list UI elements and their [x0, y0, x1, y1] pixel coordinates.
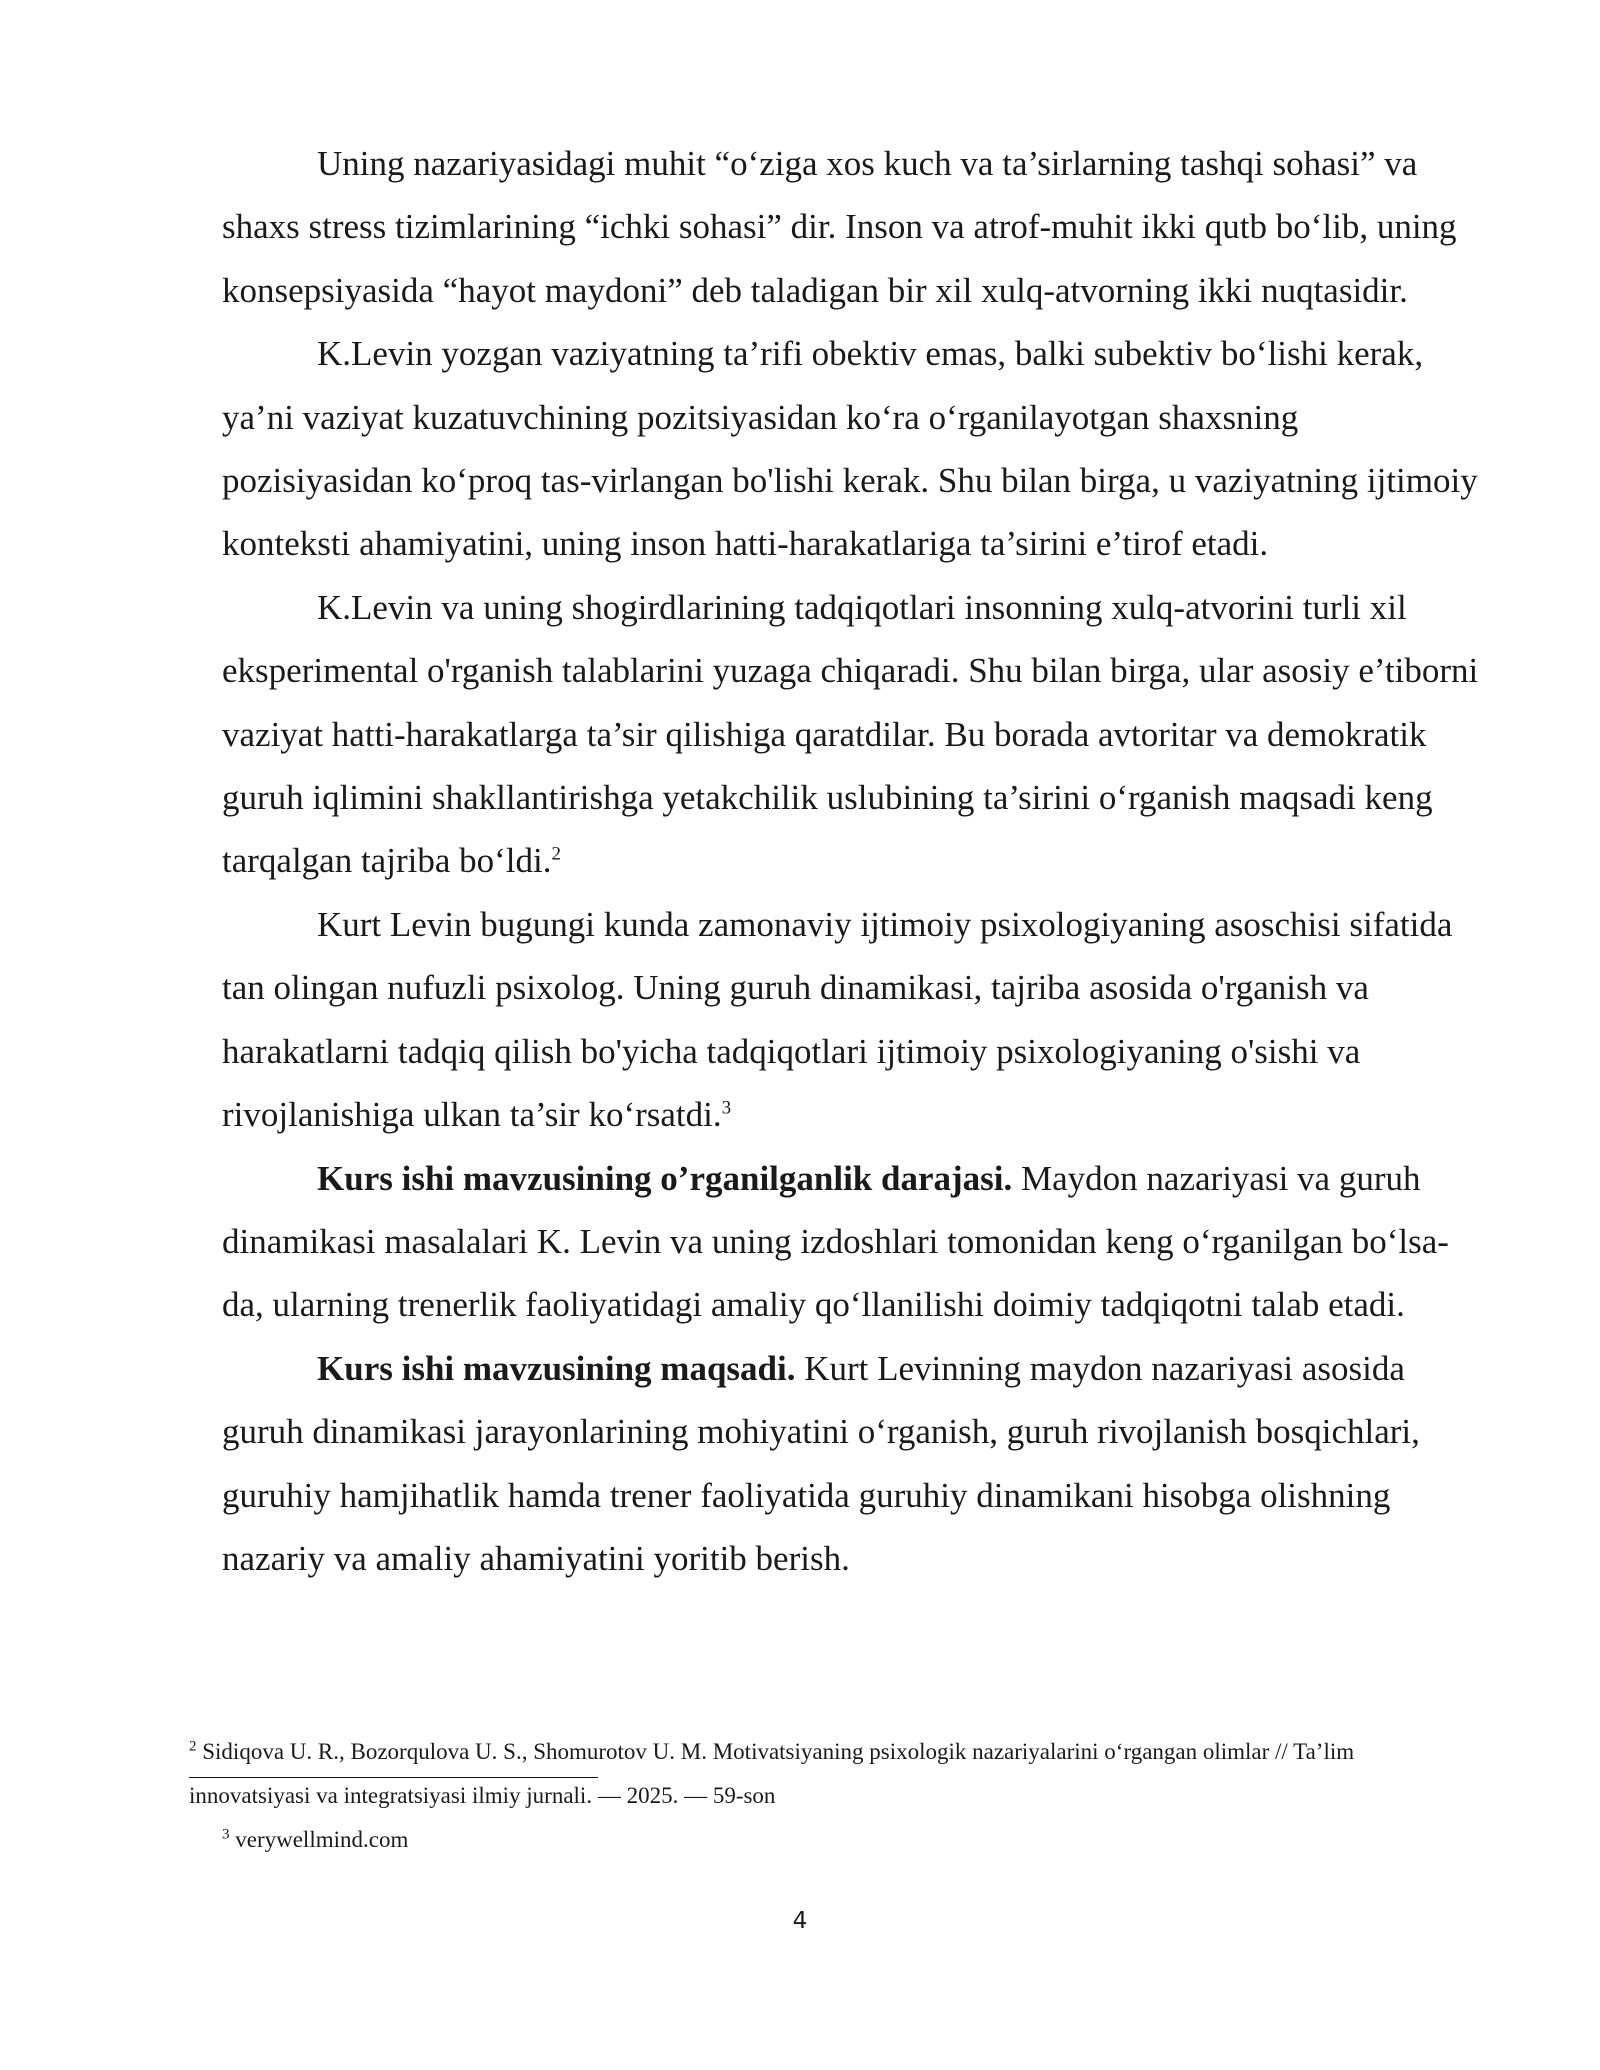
section-heading: Kurs ishi mavzusining o’rganilganlik darajasi.	[317, 1158, 1013, 1198]
paragraph-text: Kurt Levin bugungi kunda zamonaviy ijtimoiy psixologiyaning asoschisi sifatida tan olingan nufuzli psixolog. Uning guruh dinamikasi, tajriba asosida o'rganish va harakatlarni tadqiq qilish bo'yicha tadqiqotlari ijtimoiy psixologiyaning o'sishi va rivojlanishiga ulkan ta’sir ko‘rsatdi.	[222, 904, 1453, 1135]
footnote-reference[interactable]: 3	[721, 1097, 732, 1119]
paragraph-6	[222, 1337, 1480, 1591]
footnote-text: Sidiqova U. R., Bozorqulova U. S., Shomurotov U. M. Motivatsiyaning psixologik nazariyalarini o‘rgangan olimlar // Ta’lim innovatsiyasi va integratsiyasi ilmiy jurnali. — 2025. — 59-son	[189, 1739, 1355, 1808]
paragraph-text: Maydon nazariyasi va guruh dinamikasi masalalari K. Levin va uning izdoshlari tomonidan keng o‘rganilgan bo‘lsa-da, ularning trenerlik faoliyatidagi amaliy qo‘llanilishi doimiy tadqiqotni talab etadi.	[222, 1158, 1449, 1325]
footnote-3	[189, 1818, 1479, 1862]
footnote-reference[interactable]: 2	[551, 843, 561, 865]
paragraph-2	[222, 322, 1480, 576]
paragraph-1	[222, 132, 1480, 322]
footnote-mark: 2	[189, 1738, 197, 1755]
paragraph-text: Uning nazariyasidagi muhit “o‘ziga xos kuch va ta’sirlarning tashqi sohasi” va shaxs stress tizimlarining “ichki sohasi” dir. Inson va atrof-muhit ikki qutb bo‘lib, uning konsepsiyasida “hayot maydoni” deb taladigan bir xil xulq-atvorning ikki nuqtasidir.	[222, 144, 1457, 310]
paragraph-text: K.Levin yozgan vaziyatning ta’rifi obektiv emas, balki subektiv bo‘lishi kerak, ya’ni vaziyat kuzatuvchining pozitsiyasidan ko‘ra o‘rganilayotgan shaxsning pozisiyasidan ko‘proq tas-virlangan bo'lishi kerak. Shu bilan birga, u vaziyatning ijtimoiy konteksti ahamiyatini, uning inson hatti-harakatlariga ta’sirini e’tirof etadi.	[222, 334, 1478, 564]
footnote-mark: 3	[222, 1826, 230, 1843]
footnote-2	[189, 1730, 1479, 1818]
paragraph-3	[222, 576, 1480, 893]
paragraph-text: K.Levin va uning shogirdlarining tadqiqotlari insonning xulq-atvorini turli xil eksperimental o'rganish talablarini yuzaga chiqaradi. Shu bilan birga, ular asosiy e’tiborni vaziyat hatti-harakatlarga ta’sir qilishiga qaratdilar. Bu borada avtoritar va demokratik guruh iqlimini shakllantirishga yetakchilik uslubining ta’sirini o‘rganish maqsadi keng tarqalgan tajriba bo‘ldi.	[222, 587, 1479, 881]
body-text	[222, 132, 1480, 1590]
footnote-text: verywellmind.com	[235, 1827, 409, 1852]
paragraph-5	[222, 1147, 1480, 1337]
footnotes	[189, 1730, 1479, 1862]
paragraph-text: Kurt Levinning maydon nazariyasi asosida guruh dinamikasi jarayonlarining mohiyatini o‘rganish, guruh rivojlanish bosqichlari, guruhiy hamjihatlik hamda trener faoliyatida guruhiy dinamikani hisobga olishning nazariy va amaliy ahamiyatini yoritib berish.	[222, 1348, 1420, 1578]
paragraph-4	[222, 893, 1480, 1147]
page-number: 4	[792, 1908, 808, 1934]
section-heading: Kurs ishi mavzusining maqsadi.	[317, 1348, 796, 1388]
